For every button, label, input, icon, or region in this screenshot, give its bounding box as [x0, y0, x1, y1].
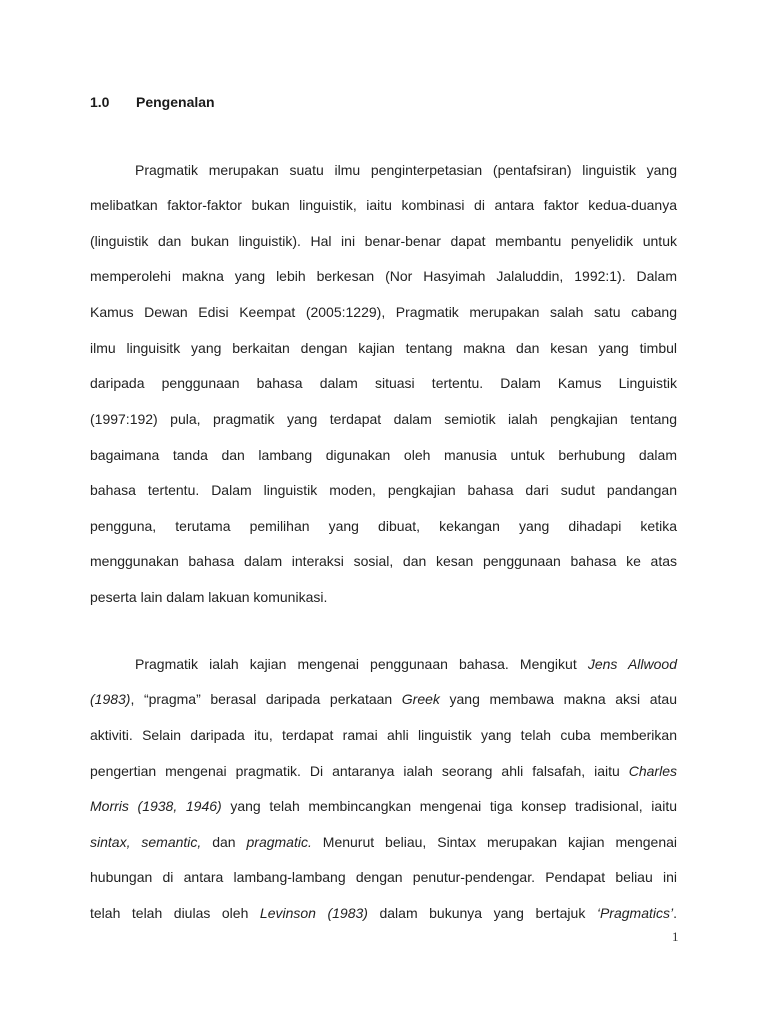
- paragraph-1-line: peserta lain dalam lakuan komunikasi.: [90, 589, 328, 605]
- paragraph-1-line: daripada penggunaan bahasa dalam situasi tertentu. Dalam Kamus Linguistik: [90, 375, 677, 391]
- italic-term: Greek: [401, 691, 440, 707]
- text-run: .: [673, 905, 677, 921]
- paragraph-1-line: Pragmatik merupakan suatu ilmu penginterpetasian (pentafsiran) linguistik yang: [135, 162, 677, 178]
- paragraph-1-line: pengguna, terutama pemilihan yang dibuat, kekangan yang dihadapi ketika: [90, 518, 677, 534]
- text-run: dan: [201, 834, 247, 850]
- text-run: , “pragma” berasal daripada perkataan: [130, 691, 402, 707]
- paragraph-1-line: menggunakan bahasa dalam interaksi sosial, dan kesan penggunaan bahasa ke atas: [90, 553, 677, 569]
- text-run: Menurut beliau, Sintax merupakan kajian mengenai: [311, 834, 677, 850]
- paragraph-1-line: memperolehi makna yang lebih berkesan (Nor Hasyimah Jalaluddin, 1992:1). Dalam: [90, 268, 677, 284]
- paragraph-1-line: Kamus Dewan Edisi Keempat (2005:1229), Pragmatik merupakan salah satu cabang: [90, 304, 677, 320]
- paragraph-1-line: melibatkan faktor-faktor bukan linguistik, iaitu kombinasi di antara faktor kedua-duanya: [90, 197, 677, 213]
- paragraph-1-line: ilmu linguisitk yang berkaitan dengan kajian tentang makna dan kesan yang timbul: [90, 340, 677, 356]
- paragraph-2-line: [90, 833, 677, 851]
- paragraph-1-line: (1997:192) pula, pragmatik yang terdapat dalam semiotik ialah pengkajian tentang: [90, 411, 677, 427]
- paragraph-2-line: hubungan di antara lambang-lambang dengan penutur-pendengar. Pendapat beliau ini: [90, 869, 677, 885]
- paragraph-1-line: bagaimana tanda dan lambang digunakan oleh manusia untuk berhubung dalam: [90, 447, 677, 463]
- paragraph-1-line: bahasa tertentu. Dalam linguistik moden, pengkajian bahasa dari sudut pandangan: [90, 482, 677, 498]
- paragraph-2-line: [90, 904, 677, 922]
- section-title: Pengenalan: [136, 94, 215, 110]
- italic-term: sintax, semantic,: [90, 834, 202, 850]
- text-run: dalam bukunya yang bertajuk: [367, 905, 597, 921]
- book-title: ‘Pragmatics’: [596, 905, 674, 921]
- text-run: Pragmatik ialah kajian mengenai penggunaan bahasa. Mengikut: [135, 656, 588, 672]
- paragraph-2-line: [90, 762, 677, 780]
- section-heading: [90, 94, 215, 110]
- text-run: yang membawa makna aksi atau: [439, 691, 677, 707]
- section-number: 1.0: [90, 94, 110, 110]
- paragraph-2-line: [135, 655, 677, 673]
- citation-author: Levinson (1983): [259, 905, 368, 921]
- page-number: 1: [672, 929, 679, 944]
- paragraph-2-line: [90, 797, 677, 815]
- citation-author: Charles: [628, 763, 677, 779]
- paragraph-1-line: (linguistik dan bukan linguistik). Hal ini benar-benar dapat membantu penyelidik untuk: [90, 233, 677, 249]
- paragraph-2-line: [90, 690, 677, 708]
- citation-author: Jens Allwood: [587, 656, 677, 672]
- text-run: pengertian mengenai pragmatik. Di antaranya ialah seorang ahli falsafah, iaitu: [90, 763, 629, 779]
- paragraph-2-line: aktiviti. Selain daripada itu, terdapat ramai ahli linguistik yang telah cuba memberikan: [90, 727, 677, 743]
- citation-year: (1983): [90, 691, 131, 707]
- italic-term: pragmatic.: [246, 834, 312, 850]
- citation-author: Morris (1938, 1946): [90, 798, 222, 814]
- text-run: yang telah membincangkan mengenai tiga konsep tradisional, iaitu: [221, 798, 677, 814]
- text-run: telah telah diulas oleh: [90, 905, 260, 921]
